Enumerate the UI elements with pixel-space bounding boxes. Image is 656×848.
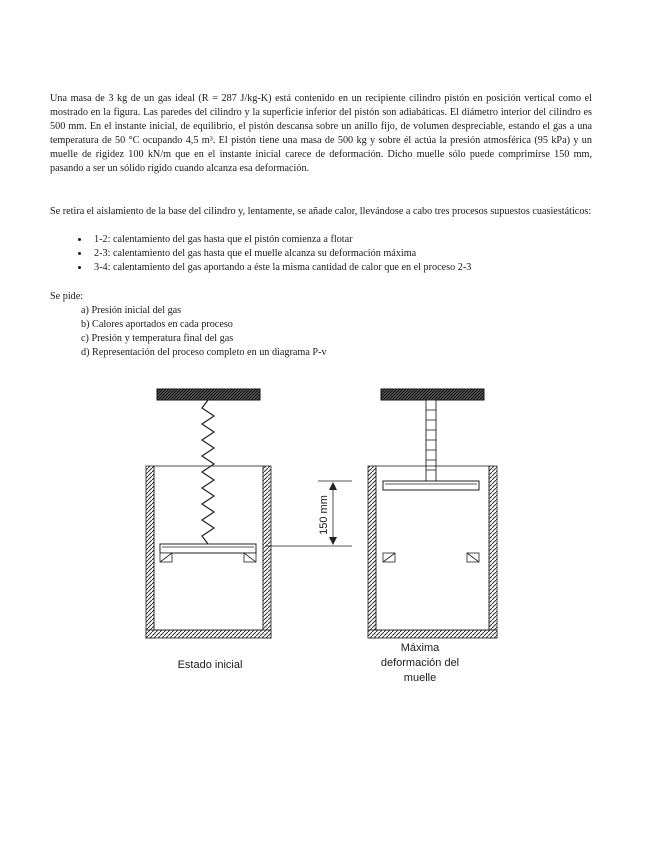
process-intro: Se retira el aislamiento de la base del cilindro y, lentamente, se añade calor, llevándose a cabo tres procesos supuestos cuasiestáticos: — [50, 206, 592, 217]
dimension-marker — [265, 481, 352, 546]
process-item: • 3-4: calentamiento del gas aportando a éste la misma cantidad de calor que en el proceso 2-3 — [90, 261, 650, 275]
right-stop-ring — [383, 553, 479, 562]
compressed-spring-icon — [426, 400, 436, 481]
ask-item: b) Calores aportados en cada proceso — [81, 319, 233, 330]
left-piston — [160, 544, 256, 553]
ask-item: a) Presión inicial del gas — [81, 305, 182, 316]
process-item: • 1-2: calentamiento del gas hasta que el pistón comienza a flotar — [90, 233, 650, 247]
ask-heading: Se pide: — [50, 291, 84, 302]
max-deformation-diagram — [368, 389, 497, 638]
right-ceiling-support — [381, 389, 484, 400]
left-stop-ring — [160, 553, 256, 562]
spring-icon — [202, 400, 214, 544]
right-piston — [383, 481, 479, 490]
caption-line: deformación del — [380, 657, 460, 669]
initial-state-caption: Estado inicial — [177, 659, 243, 671]
dimension-label: 150 mm — [318, 495, 330, 535]
max-deformation-caption — [360, 641, 480, 686]
initial-state-diagram — [146, 389, 271, 638]
caption-line: Máxima — [400, 642, 440, 654]
left-ceiling-support — [157, 389, 260, 400]
process-item: • 2-3: calentamiento del gas hasta que el muelle alcanza su deformación máxima — [90, 247, 650, 261]
caption-line: muelle — [403, 672, 437, 684]
problem-statement: Una masa de 3 kg de un gas ideal (R = 287 J/kg-K) está contenido en un recipiente cilindro pistón en posición vertical como el mostrado en la figura. Las paredes del cilindro y la superficie inferior del pistón son adiabáticas. El diámetro interior del cilindro es 500 mm. En el instante inicial, de equilibrio, el pistón descansa sobre un anillo fijo, de volumen despreciable, estando el gas a una temperatura de 50 °C ocupando 4,5 m³. El pistón tiene una masa de 500 kg y sobre él actúa la presión atmosférica (95 kPa) y un muelle de rigidez 100 kN/m que en el instante inicial carece de deformación. Dicho muelle sólo puede comprimirse 150 mm, pasando a ser un sólido rígido cuando alcanza esa deformación. — [50, 93, 592, 174]
ask-item: c) Presión y temperatura final del gas — [81, 333, 234, 344]
right-cylinder — [368, 466, 497, 638]
ask-item: d) Representación del proceso completo en un diagrama P-v — [81, 347, 327, 358]
